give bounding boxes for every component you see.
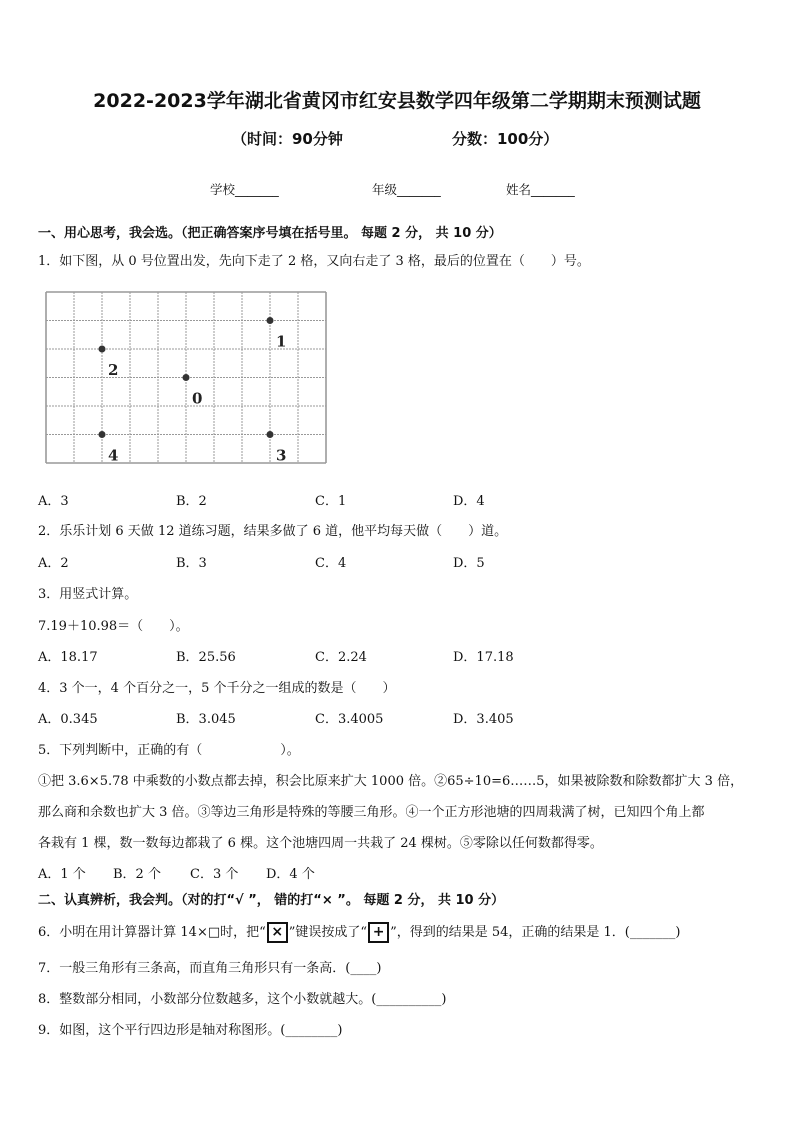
question-5-statement-line-1: ①把 3.6×5.78 中乘数的小数点都去掉，积会比原来扩大 1000 倍。②65÷10=6……5，如果被除数和除数都扩大 3 倍，	[38, 774, 744, 789]
q6-text-start: 6．小明在用计算器计算 14×□时，把“	[38, 925, 266, 940]
question-6	[38, 921, 680, 943]
q2-option-b[interactable]: B．3	[176, 556, 207, 571]
position-1-dot	[267, 317, 274, 324]
question-5: 5．下列判断中，正确的有（ ）。	[38, 743, 300, 758]
q5-option-c[interactable]: C．3 个	[190, 867, 239, 882]
position-1-label: 1	[276, 332, 287, 351]
position-3-dot	[267, 431, 274, 438]
q4-option-b[interactable]: B．3.045	[176, 712, 236, 727]
school-field: 学校_______	[210, 182, 279, 197]
q3-option-c[interactable]: C．2.24	[315, 650, 367, 665]
question-9: 9．如图，这个平行四边形是轴对称图形。(________)	[38, 1023, 343, 1038]
question-3: 3．用竖式计算。	[38, 587, 138, 602]
position-0-label: 0	[192, 389, 203, 408]
q1-option-b[interactable]: B．2	[176, 494, 207, 509]
exam-time: （时间：90分钟	[232, 130, 343, 148]
q6-text-end: ”，得到的结果是 54，正确的结果是 1．(_______)	[390, 925, 681, 940]
q1-option-d[interactable]: D．4	[453, 494, 485, 509]
question-3-expression: 7.19＋10.98＝（ ）。	[38, 619, 189, 634]
q3-option-d[interactable]: D．17.18	[453, 650, 514, 665]
question-1: 1．如下图，从 0 号位置出发，先向下走了 2 格，又向右走了 3 格，最后的位置在（ ）号。	[38, 254, 590, 269]
question-5-statement-line-2: 那么商和余数也扩大 3 倍。③等边三角形是特殊的等腰三角形。④一个正方形池塘的四周栽满了树，已知四个角上都	[38, 805, 705, 820]
q1-option-a[interactable]: A．3	[38, 494, 69, 509]
q3-option-a[interactable]: A．18.17	[38, 650, 98, 665]
plus-key-icon: +	[368, 922, 389, 943]
q5-option-d[interactable]: D．4 个	[266, 867, 315, 882]
q5-option-b[interactable]: B．2 个	[113, 867, 161, 882]
multiply-key-icon: ×	[267, 922, 288, 943]
position-4-label: 4	[108, 446, 119, 465]
grid-figure	[42, 288, 332, 470]
q4-option-a[interactable]: A．0.345	[38, 712, 98, 727]
page-title: 2022-2023学年湖北省黄冈市红安县数学四年级第二学期期末预测试题	[93, 90, 701, 112]
position-0-dot	[183, 374, 190, 381]
question-4: 4．3 个一，4 个百分之一，5 个千分之一组成的数是（ ）	[38, 681, 396, 696]
q3-option-b[interactable]: B．25.56	[176, 650, 236, 665]
question-5-statement-line-3: 各栽有 1 棵，数一数每边都栽了 6 棵。这个池塘四周一共栽了 24 棵树。⑤零除以任何数都得零。	[38, 836, 603, 851]
q4-option-c[interactable]: C．3.4005	[315, 712, 384, 727]
q2-option-c[interactable]: C．4	[315, 556, 347, 571]
position-2-label: 2	[108, 361, 119, 379]
q2-option-d[interactable]: D．5	[453, 556, 485, 571]
q2-option-a[interactable]: A．2	[38, 556, 69, 571]
position-grid	[42, 288, 332, 474]
question-2: 2．乐乐计划 6 天做 12 道练习题，结果多做了 6 道，他平均每天做（ ）道。	[38, 524, 508, 539]
q6-text-middle: ”键误按成了“	[288, 925, 368, 940]
exam-score: 分数：100分）	[452, 130, 559, 148]
q1-option-c[interactable]: C．1	[315, 494, 347, 509]
section-2-heading: 二、认真辨析，我会判。（对的打“√ ”， 错的打“× ”。 每题 2 分， 共 10 分）	[38, 893, 505, 908]
q5-option-a[interactable]: A．1 个	[38, 867, 86, 882]
position-4-dot	[99, 431, 106, 438]
q4-option-d[interactable]: D．3.405	[453, 712, 514, 727]
grade-field: 年级_______	[372, 182, 441, 197]
position-3-label: 3	[276, 446, 287, 465]
question-7: 7．一般三角形有三条高，而直角三角形只有一条高．(____)	[38, 961, 382, 976]
name-field: 姓名_______	[506, 182, 575, 197]
section-1-heading: 一、用心思考，我会选。（把正确答案序号填在括号里。 每题 2 分， 共 10 分）	[38, 226, 502, 241]
position-2-dot	[99, 346, 106, 353]
question-8: 8．整数部分相同，小数部分位数越多，这个小数就越大。(__________)	[38, 992, 447, 1007]
